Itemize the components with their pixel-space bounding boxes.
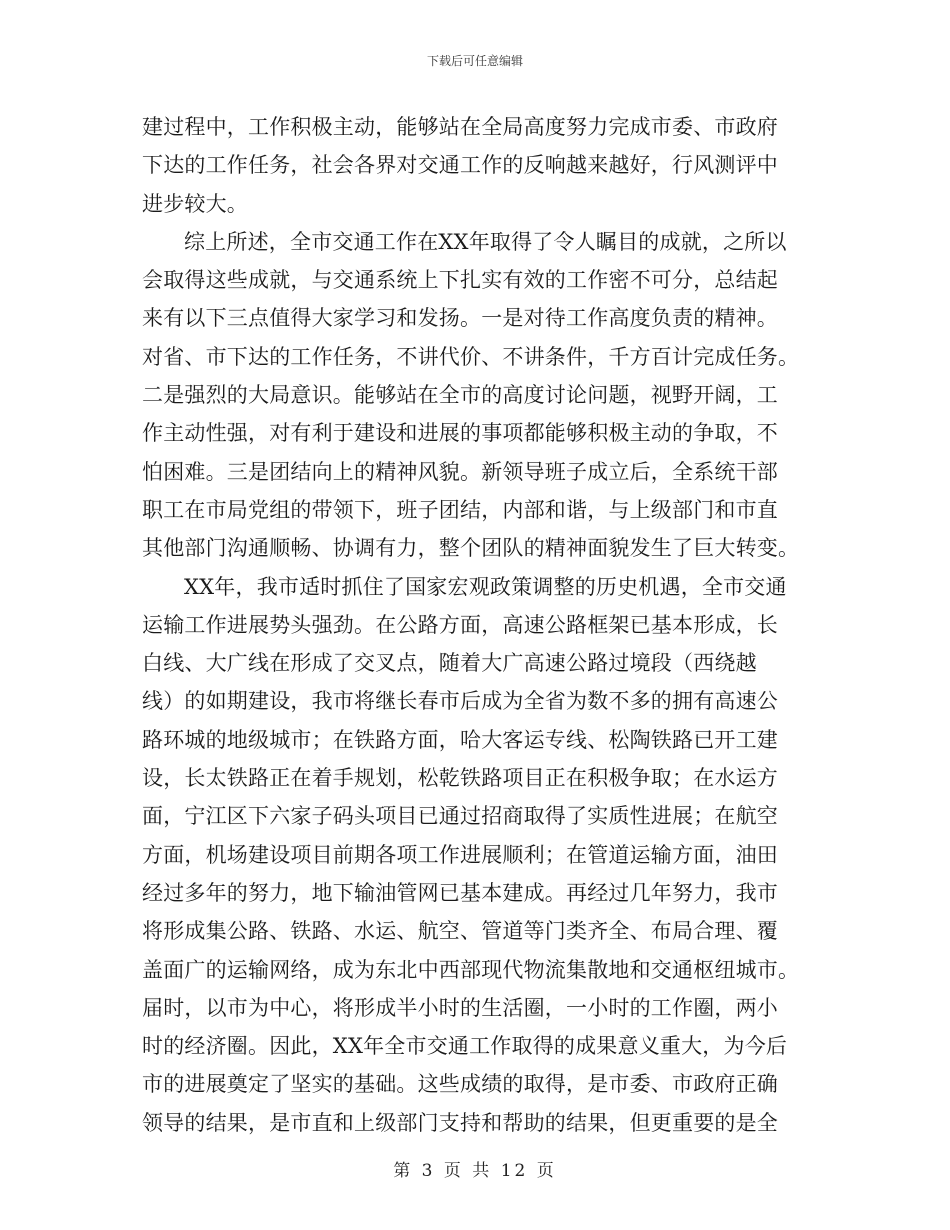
- text-line: 盖面广的运输网络，成为东北中西部现代物流集散地和交通枢纽城市。: [142, 957, 800, 982]
- text-line: 线）的如期建设，我市将继长春市后成为全省为数不多的拥有高速公: [142, 689, 778, 714]
- text-line: 经过多年的努力，地下输油管网已基本建成。再经过几年努力，我市: [142, 880, 778, 905]
- text-line: 路环城的地级城市；在铁路方面，哈大客运专线、松陶铁路已开工建: [142, 727, 778, 752]
- text-line: 职工在市局党组的带领下，班子团结，内部和谐，与上级部门和市直: [142, 497, 778, 522]
- text-line: 怕困难。三是团结向上的精神风貌。新领导班子成立后，全系统干部: [142, 459, 778, 484]
- text-line: 领导的结果，是市直和上级部门支持和帮助的结果，但更重要的是全: [142, 1110, 778, 1135]
- page-footer: 第 3 页 共 12 页: [393, 1161, 557, 1181]
- document-body: [142, 108, 810, 1142]
- text-line: 二是强烈的大局意识。能够站在全市的高度讨论问题，视野开阔，工: [142, 383, 778, 408]
- text-line: 会取得这些成就，与交通系统上下扎实有效的工作密不可分，总结起: [142, 268, 778, 293]
- text-line: 对省、市下达的工作任务，不讲代价、不讲条件，千方百计完成任务。: [142, 344, 800, 369]
- text-line: 进步较大。: [142, 191, 248, 216]
- text-line: 方面，机场建设项目前期各项工作进展顺利；在管道运输方面，油田: [142, 842, 778, 867]
- text-line: 来有以下三点值得大家学习和发扬。一是对待工作高度负责的精神。: [142, 306, 778, 331]
- text-line: 其他部门沟通顺畅、协调有力，整个团队的精神面貌发生了巨大转变。: [142, 536, 800, 561]
- text-line: 作主动性强，对有利于建设和进展的事项都能够积极主动的争取，不: [142, 421, 778, 446]
- text-line: 建过程中，工作积极主动，能够站在全局高度努力完成市委、市政府: [142, 115, 778, 139]
- text-line: 综上所述，全市交通工作在XX年取得了令人瞩目的成就，之所以: [184, 229, 787, 254]
- text-line: 面，宁江区下六家子码头项目已通过招商取得了实质性进展；在航空: [142, 804, 778, 829]
- text-line: 市的进展奠定了坚实的基础。这些成绩的取得，是市委、市政府正确: [142, 1072, 778, 1097]
- page-header: 下载后可任意编辑: [426, 54, 523, 68]
- text-line: 届时，以市为中心，将形成半小时的生活圈，一小时的工作圈，两小: [142, 995, 778, 1020]
- text-line: 将形成集公路、铁路、水运、航空、管道等门类齐全、布局合理、覆: [142, 919, 778, 944]
- text-line: 设，长太铁路正在着手规划，松乾铁路项目正在积极争取；在水运方: [142, 766, 778, 791]
- text-line: 运输工作进展势头强劲。在公路方面，高速公路框架已基本形成，长: [142, 612, 778, 637]
- text-line: 白线、大广线在形成了交叉点，随着大广高速公路过境段（西绕越: [142, 651, 757, 676]
- text-line: 下达的工作任务，社会各界对交通工作的反响越来越好，行风测评中: [142, 153, 778, 178]
- text-line: XX年，我市适时抓住了国家宏观政策调整的历史机遇，全市交通: [184, 574, 787, 599]
- text-line: 时的经济圈。因此，XX年全市交通工作取得的成果意义重大，为今后: [142, 1034, 788, 1059]
